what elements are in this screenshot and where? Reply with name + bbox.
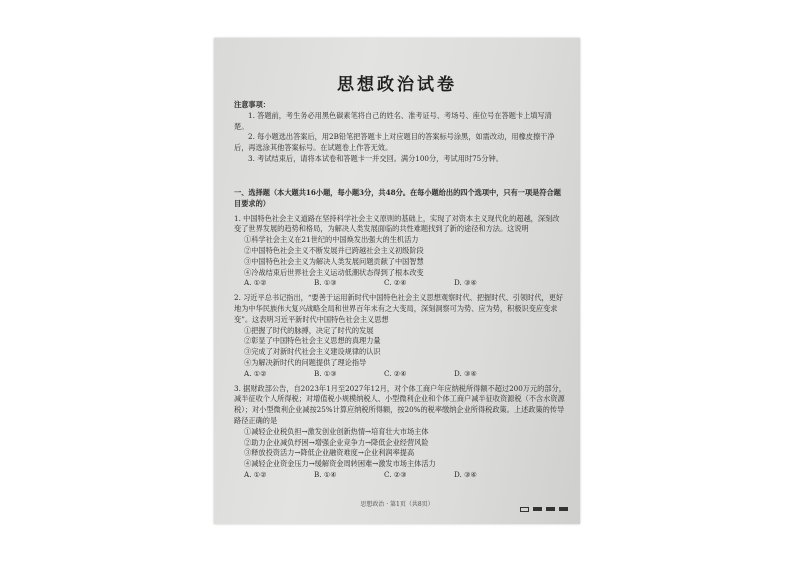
notice-item: 1. 答题前，考生务必用黑色碳素笔将自己的姓名、准考证号、考场号、座位号在答题卡上填写清楚。 bbox=[234, 110, 552, 131]
question-option: ④减轻企业资金压力→缓解资金周转困难→激发市场主体活力 bbox=[244, 459, 436, 469]
choice-a: A. ①② bbox=[244, 469, 267, 479]
choice-b: B. ①④ bbox=[314, 469, 337, 479]
question-option: ②助力企业减负纾困→增强企业竞争力→降低企业经营风险 bbox=[244, 437, 429, 447]
scan-mark-icon bbox=[546, 507, 555, 511]
question-option: ④为解决新时代的问题提供了理论指导 bbox=[244, 357, 367, 367]
choice-d: D. ③④ bbox=[454, 278, 477, 288]
question-3 bbox=[234, 384, 566, 481]
question-option: ①把握了时代的脉搏，决定了时代的发展 bbox=[244, 325, 374, 335]
scan-mark-icon bbox=[520, 507, 529, 512]
page-title: 思想政治试卷 bbox=[337, 75, 457, 95]
notice-item: 2. 每小题选出答案后，用2B铅笔把答题卡上对应题目的答案标号涂黑，如需改动，用橡皮擦干净后，再选涂其他答案标号。在试题卷上作答无效。 bbox=[234, 132, 555, 153]
choice-d: D. ③④ bbox=[454, 469, 477, 479]
question-option: ③中国特色社会主义为解决人类发展问题贡献了中国智慧 bbox=[244, 256, 424, 266]
page-footer: 思想政治 · 第1页（共8页） bbox=[360, 501, 434, 508]
questions-section bbox=[234, 188, 566, 481]
choice-b: B. ①③ bbox=[314, 278, 337, 288]
question-stem: 2. 习近平总书记指出，“要善于运用新时代中国特色社会主义思想观察时代、把握时代、引领时代，更好地为中华民族伟大复兴战略全局和世界百年未有之大变局，深刻洞察可为势、应为势，积极识变应变求变”。这表明习近平新时代中国特色社会主义思想 bbox=[234, 293, 564, 324]
choice-b: B. ①③ bbox=[314, 368, 337, 378]
notice-section bbox=[234, 100, 566, 165]
choice-c: C. ②④ bbox=[384, 278, 407, 288]
answer-choices bbox=[234, 369, 566, 380]
question-stem: 1. 中国特色社会主义道路在坚持科学社会主义原则的基础上，实现了对资本主义现代化的超越，深刻改变了世界发展的趋势和格局，为解决人类发展面临的共性难题找到了新的途径和方法。这说明 bbox=[234, 213, 560, 234]
exam-paper bbox=[214, 38, 580, 524]
scan-mark-icon bbox=[559, 507, 568, 511]
question-2 bbox=[234, 293, 566, 379]
scan-marks bbox=[520, 507, 568, 512]
scan-mark-icon bbox=[533, 507, 542, 511]
choice-a: A. ①② bbox=[244, 368, 267, 378]
choice-c: C. ②④ bbox=[384, 368, 407, 378]
question-1 bbox=[234, 214, 566, 290]
question-option: ①减轻企业税负担→激发创业创新热情→培育壮大市场主体 bbox=[244, 426, 429, 436]
answer-choices bbox=[234, 470, 566, 481]
question-option: ②中国特色社会主义不断发展并已跨越社会主义初级阶段 bbox=[244, 245, 424, 255]
question-option: ③释放投资活力→降低企业融资难度→企业利润率提高 bbox=[244, 448, 415, 458]
choice-a: A. ①② bbox=[244, 278, 267, 288]
question-option: ④冷战结束后世界社会主义运动低潮状态得到了根本改变 bbox=[244, 267, 424, 277]
answer-choices bbox=[234, 278, 566, 289]
question-option: ②彰显了中国特色社会主义思想的真理力量 bbox=[244, 336, 381, 346]
question-stem: 3. 据财政部公告，自2023年1月至2027年12月，对个体工商户年应纳税所得额不超过200万元的部分，减半征收个人所得税；对增值税小规模纳税人、小型微利企业和个体工商户减半征收资源税（不含水资源税）；对小型微利企业减按25%计算应纳税所得额，按20%的税率缴纳企业所得税政策。上述政策的传导路径正确的是 bbox=[234, 383, 566, 425]
notice-item: 3. 考试结束后，请将本试卷和答题卡一并交回。满分100分，考试用时75分钟。 bbox=[248, 153, 503, 163]
question-option: ①科学社会主义在21世纪的中国焕发出强大的生机活力 bbox=[244, 235, 419, 245]
choice-c: C. ②③ bbox=[384, 469, 407, 479]
notice-heading: 注意事项： bbox=[234, 100, 270, 109]
section-heading: 一、选择题（本大题共16小题，每小题3分，共48分。在每小题给出的四个选项中，只有一项是符合题目要求的） bbox=[234, 188, 561, 208]
choice-d: D. ③④ bbox=[454, 368, 477, 378]
question-option: ③完成了对新时代社会主义建设规律的认识 bbox=[244, 347, 381, 357]
